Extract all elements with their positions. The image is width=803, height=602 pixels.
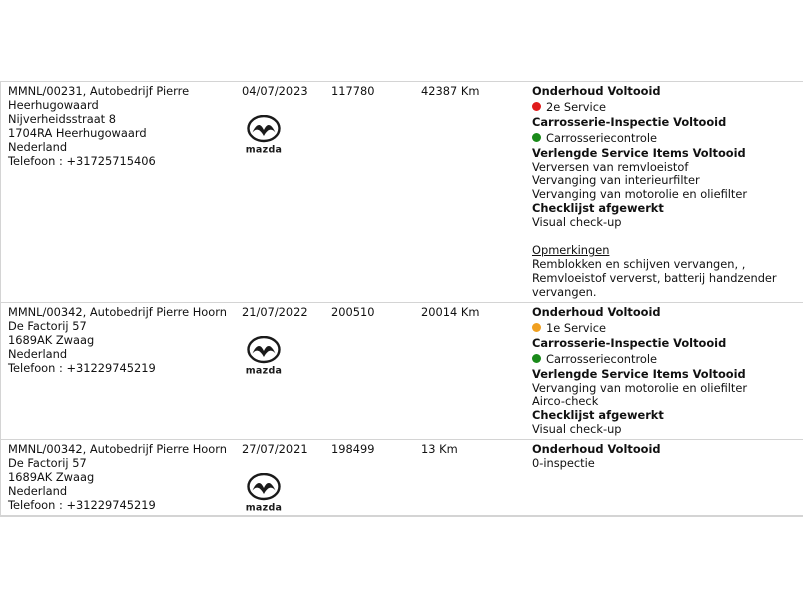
service-status-label: 1e Service [546, 320, 606, 335]
status-dot-green [532, 354, 541, 363]
extended-item: Vervanging van motorolie en oliefilter [532, 380, 748, 395]
maintenance-heading: Onderhoud Voltooid [532, 305, 661, 319]
body-status-label: Carrosseriecontrole [546, 351, 658, 366]
checklist-item: Visual check-up [532, 422, 622, 437]
dealer-info [8, 306, 236, 376]
status-dot-red [532, 102, 541, 111]
dealer-country: Nederland [8, 139, 68, 154]
dealer-phone: Telefoon : +31725715406 [8, 153, 156, 168]
dealer-street: Nijverheidsstraat 8 [8, 111, 117, 126]
service-record-row [0, 82, 803, 302]
status-dot-green [532, 133, 541, 142]
dealer-street: De Factorij 57 [8, 455, 87, 470]
body-status [532, 130, 802, 147]
extended-item: Airco-check [532, 394, 599, 409]
status-dot-orange [532, 323, 541, 332]
dealer-name: MMNL/00342, Autobedrijf Pierre Hoorn [8, 305, 227, 319]
service-record-row [0, 302, 803, 439]
mazda-logo-icon [242, 473, 286, 513]
service-status-label: 2e Service [546, 99, 606, 114]
body-status-label: Carrosseriecontrole [546, 130, 658, 145]
extended-item: Vervanging van motorolie en oliefilter [532, 187, 748, 202]
extended-service-heading: Verlengde Service Items Voltooid [532, 366, 746, 381]
dealer-name: MMNL/00342, Autobedrijf Pierre Hoorn [8, 442, 227, 456]
dealer-info [8, 443, 236, 513]
service-record-row [0, 439, 803, 515]
svg-text:mazda: mazda [245, 144, 283, 155]
spacer [532, 230, 802, 244]
service-details [532, 306, 802, 437]
service-date: 04/07/2023 [242, 84, 308, 98]
maintenance-item: 0-inspectie [532, 455, 595, 470]
dealer-country: Nederland [8, 346, 68, 361]
service-status [532, 99, 802, 116]
maintenance-heading: Onderhoud Voltooid [532, 442, 661, 456]
service-date: 27/07/2021 [242, 442, 308, 456]
mazda-logo-icon [242, 115, 286, 155]
remarks-line: Remvloeistof ververst, batterij handzender [532, 270, 777, 285]
maintenance-heading: Onderhoud Voltooid [532, 84, 661, 98]
service-date: 21/07/2022 [242, 305, 308, 319]
service-history-table [0, 81, 803, 517]
checklist-item: Visual check-up [532, 215, 622, 230]
dealer-phone: Telefoon : +31229745219 [8, 360, 156, 375]
extended-service-heading: Verlengde Service Items Voltooid [532, 145, 746, 160]
service-status [532, 320, 802, 337]
mileage: 20014 Km [421, 305, 480, 319]
dealer-postal-city: 1689AK Zwaag [8, 469, 95, 484]
remarks-line: vervangen. [532, 284, 597, 299]
service-details [532, 85, 802, 300]
dealer-postal-city: 1704RA Heerhugowaard [8, 125, 147, 140]
dealer-postal-city: 1689AK Zwaag [8, 332, 95, 347]
mileage: 13 Km [421, 442, 458, 456]
dealer-info [8, 85, 236, 168]
mileage: 42387 Km [421, 84, 480, 98]
body-inspection-heading: Carrosserie-Inspectie Voltooid [532, 335, 727, 350]
order-number: 198499 [331, 442, 375, 456]
dealer-name-continued: Heerhugowaard [8, 97, 99, 112]
svg-text:mazda: mazda [245, 502, 283, 513]
dealer-country: Nederland [8, 483, 68, 498]
order-number: 117780 [331, 84, 375, 98]
body-status [532, 351, 802, 368]
service-details [532, 443, 802, 471]
dealer-phone: Telefoon : +31229745219 [8, 497, 156, 512]
body-inspection-heading: Carrosserie-Inspectie Voltooid [532, 114, 727, 129]
dealer-name: MMNL/00231, Autobedrijf Pierre [8, 84, 190, 98]
mazda-logo-icon [242, 336, 286, 376]
order-number: 200510 [331, 305, 375, 319]
svg-text:mazda: mazda [245, 365, 283, 376]
checklist-heading: Checklijst afgewerkt [532, 408, 664, 423]
remarks-line: Remblokken en schijven vervangen, , [532, 256, 746, 271]
remarks-heading: Opmerkingen [532, 243, 610, 258]
extended-item: Vervanging van interieurfilter [532, 173, 700, 188]
extended-item: Verversen van remvloeistof [532, 159, 689, 174]
checklist-heading: Checklijst afgewerkt [532, 201, 664, 216]
dealer-street: De Factorij 57 [8, 318, 87, 333]
